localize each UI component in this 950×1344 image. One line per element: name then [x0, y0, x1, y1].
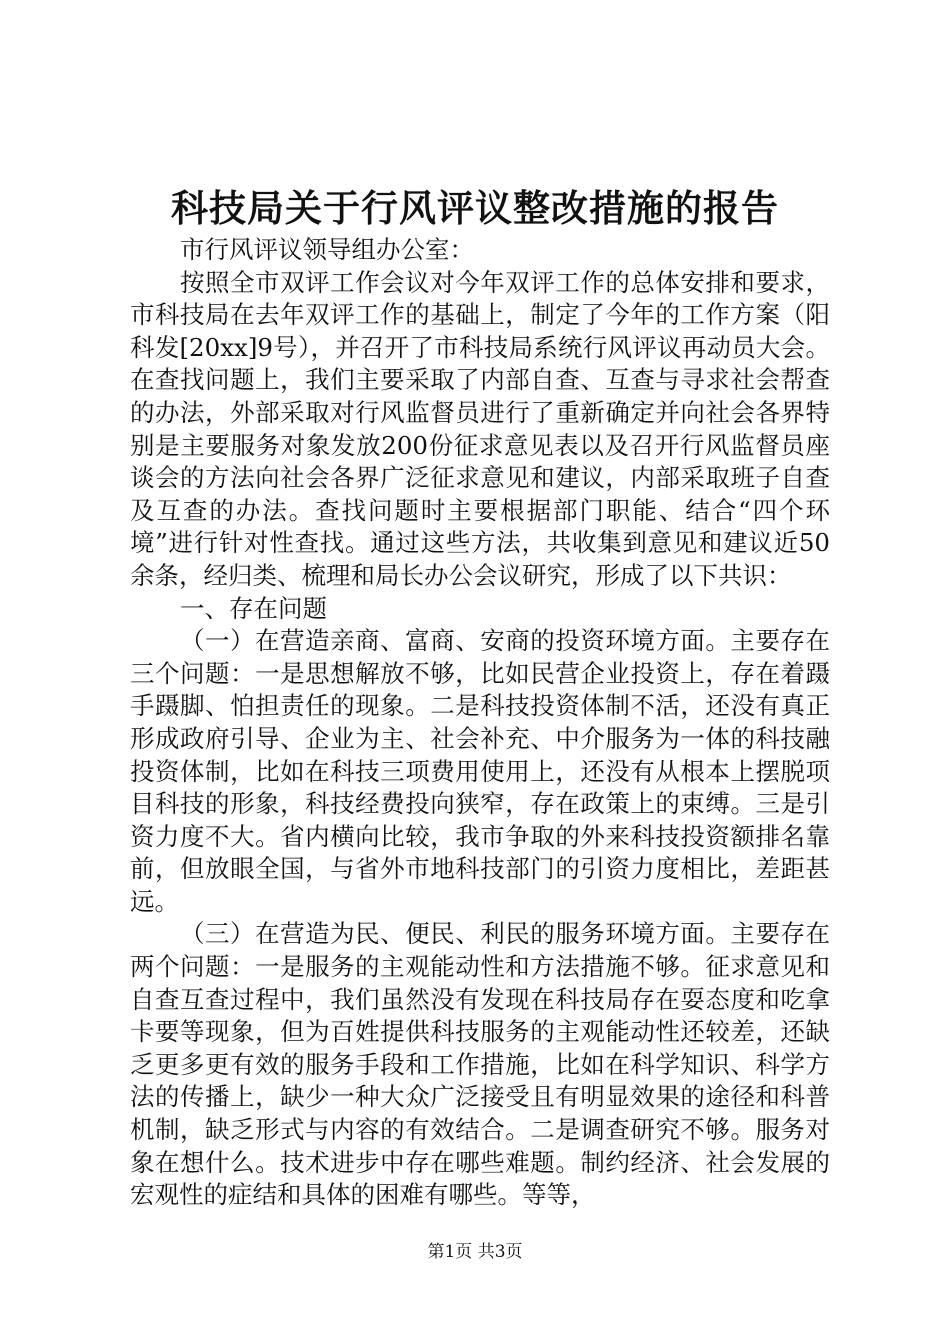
paragraph-intro: 按照全市双评工作会议对今年双评工作的总体安排和要求，市科技局在去年双评工作的基础上，制定了今年的工作方案（阳科发[20xx]9号），并召开了市科技局系统行风评议再动员大会。在查找问题上，我们主要采取了内部自查、互查与寻求社会帮查的办法，外部采取对行风监督员进行了重新确定并向社会各界特别是主要服务对象发放200份征求意见表以及召开行风监督员座谈会的方法向社会各界广泛征求意见和建议，内部采取班子自查及互查的办法。查找问题时主要根据部门职能、结合“四个环境”进行针对性查找。通过这些方法，共收集到意见和建议近50余条，经归类、梳理和局长办公会议研究，形成了以下共识：	[130, 267, 830, 590]
paragraph-investment-environment: （一）在营造亲商、富商、安商的投资环境方面。主要存在三个问题：一是思想解放不够，比如民营企业投资上，存在着蹑手蹑脚、怕担责任的现象。二是科技投资体制不活，还没有真正形成政府引导、企业为主、社会补充、中介服务为一体的科技融投资体制，比如在科技三项费用使用上，还没有从根本上摆脱项目科技的形象，科技经费投向狭窄，存在政策上的束缚。三是引资力度不大。省内横向比较，我市争取的外来科技投资额排名靠前，但放眼全国，与省外市地科技部门的引资力度相比，差距甚远。	[130, 626, 830, 916]
document-title: 科技局关于行风评议整改措施的报告	[171, 186, 779, 230]
salutation: 市行风评议领导组办公室：	[180, 235, 474, 264]
paragraph-service-environment: （三）在营造为民、便民、利民的服务环境方面。主要存在两个问题：一是服务的主观能动性和方法措施不够。征求意见和自查互查过程中，我们虽然没有发现在科技局存在耍态度和吃拿卡要等现象，但为百姓提供科技服务的主观能动性还较差，还缺乏更多更有效的服务手段和工作措施，比如在科学知识、科学方法的传播上，缺少一种大众广泛接受且有明显效果的途径和科普机制，缺乏形式与内容的有效结合。二是调查研究不够。服务对象在想什么。技术进步中存在哪些难题。制约经济、社会发展的宏观性的症结和具体的困难有哪些。等等，	[130, 919, 830, 1210]
document-body	[130, 234, 830, 1212]
section-heading: 一、存在问题	[180, 593, 327, 623]
page-footer: 第1页 共3页	[427, 1242, 523, 1262]
